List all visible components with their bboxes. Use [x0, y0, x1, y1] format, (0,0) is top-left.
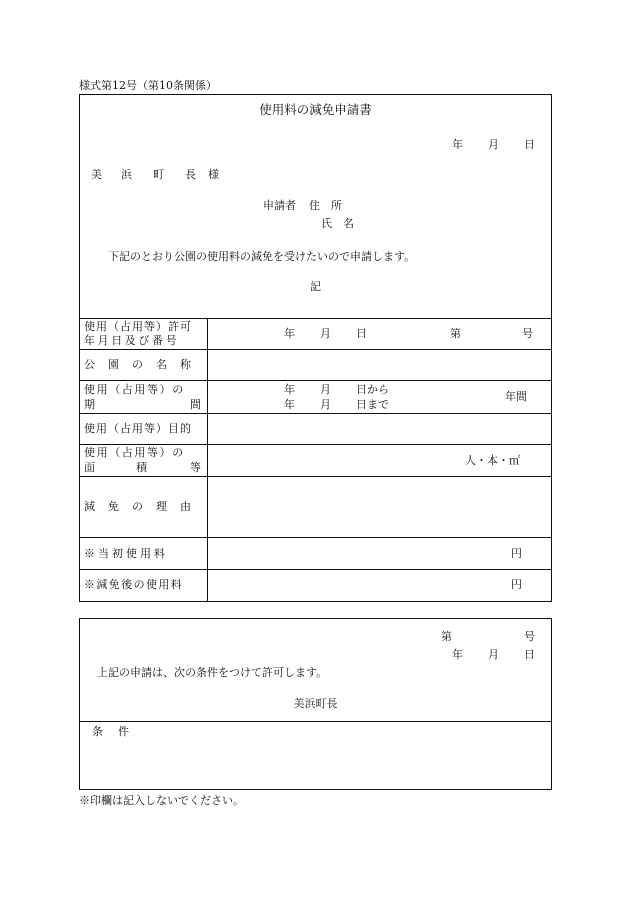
period-label-left: 期 [84, 398, 95, 411]
period-from-year: 年 [284, 383, 295, 396]
area-unit: 人・本・㎡ [465, 454, 520, 467]
date-day-label: 日 [524, 138, 535, 151]
permit-no-prefix: 第 [450, 327, 461, 340]
period-label-line1: 使用（占用等）の [84, 383, 185, 396]
period-from-month: 月 [320, 383, 331, 396]
row-divider [79, 380, 552, 381]
purpose-label: 使用（占用等）目的 [84, 422, 192, 435]
form-title: 使用料の減免申請書 [259, 102, 372, 117]
row-divider [79, 349, 552, 350]
permission-issuer: 美浜町長 [293, 697, 338, 710]
reduced-fee-unit: 円 [511, 578, 522, 591]
table-top-line [79, 318, 552, 319]
permit-day-label: 日 [356, 327, 367, 340]
footnote: ※印欄は記入しないでください。 [79, 794, 244, 807]
row-divider [79, 476, 552, 477]
ki-label: 記 [310, 280, 321, 293]
permission-month-label: 月 [488, 648, 499, 661]
permission-text: 上記の申請は、次の条件をつけて許可します。 [97, 666, 328, 679]
period-to-month: 月 [320, 398, 331, 411]
park-name-label: 公 園 の 名 称 [84, 358, 192, 371]
form-number: 様式第12号（第10条関係） [79, 79, 217, 92]
date-month-label: 月 [488, 138, 499, 151]
period-unit: 年間 [505, 390, 527, 403]
row-divider [79, 569, 552, 570]
reduced-fee-label: ※減免後の使用料 [84, 578, 184, 591]
initial-fee-label: ※当初使用料 [84, 547, 168, 560]
permit-year-label: 年 [284, 327, 295, 340]
period-to-year: 年 [284, 398, 295, 411]
area-label-char3: 等 [190, 461, 201, 474]
reason-label: 減 免 の 理 由 [84, 500, 192, 513]
permit-label-line1: 使用（占用等）許可 [84, 320, 192, 333]
permission-no-suffix: 号 [524, 630, 535, 643]
conditions-divider [79, 721, 552, 722]
permission-day-label: 日 [524, 648, 535, 661]
applicant-address-label: 住 所 [309, 199, 342, 212]
period-to-day: 日まで [356, 398, 389, 411]
initial-fee-unit: 円 [511, 547, 522, 560]
intro-text: 下記のとおり公園の使用料の減免を受けたいので申請します。 [108, 250, 416, 263]
period-label-right: 間 [190, 398, 201, 411]
permit-label-line2: 年月日及び番号 [84, 334, 180, 347]
area-label-char2: 積 [136, 461, 147, 474]
applicant-name-label: 氏 名 [321, 217, 354, 230]
label-column-divider [207, 318, 208, 602]
permit-no-suffix: 号 [522, 327, 533, 340]
permit-month-label: 月 [320, 327, 331, 340]
row-divider [79, 444, 552, 445]
conditions-label: 条 件 [92, 725, 131, 738]
applicant-label: 申請者 [263, 199, 296, 212]
application-form [79, 94, 552, 602]
row-divider [79, 537, 552, 538]
period-from-day: 日から [356, 383, 389, 396]
area-label-line1: 使用（占用等）の [84, 446, 185, 459]
permission-year-label: 年 [452, 648, 463, 661]
date-year-label: 年 [452, 138, 463, 151]
area-label-char1: 面 [84, 461, 95, 474]
permission-no-prefix: 第 [441, 630, 452, 643]
row-divider [79, 413, 552, 414]
